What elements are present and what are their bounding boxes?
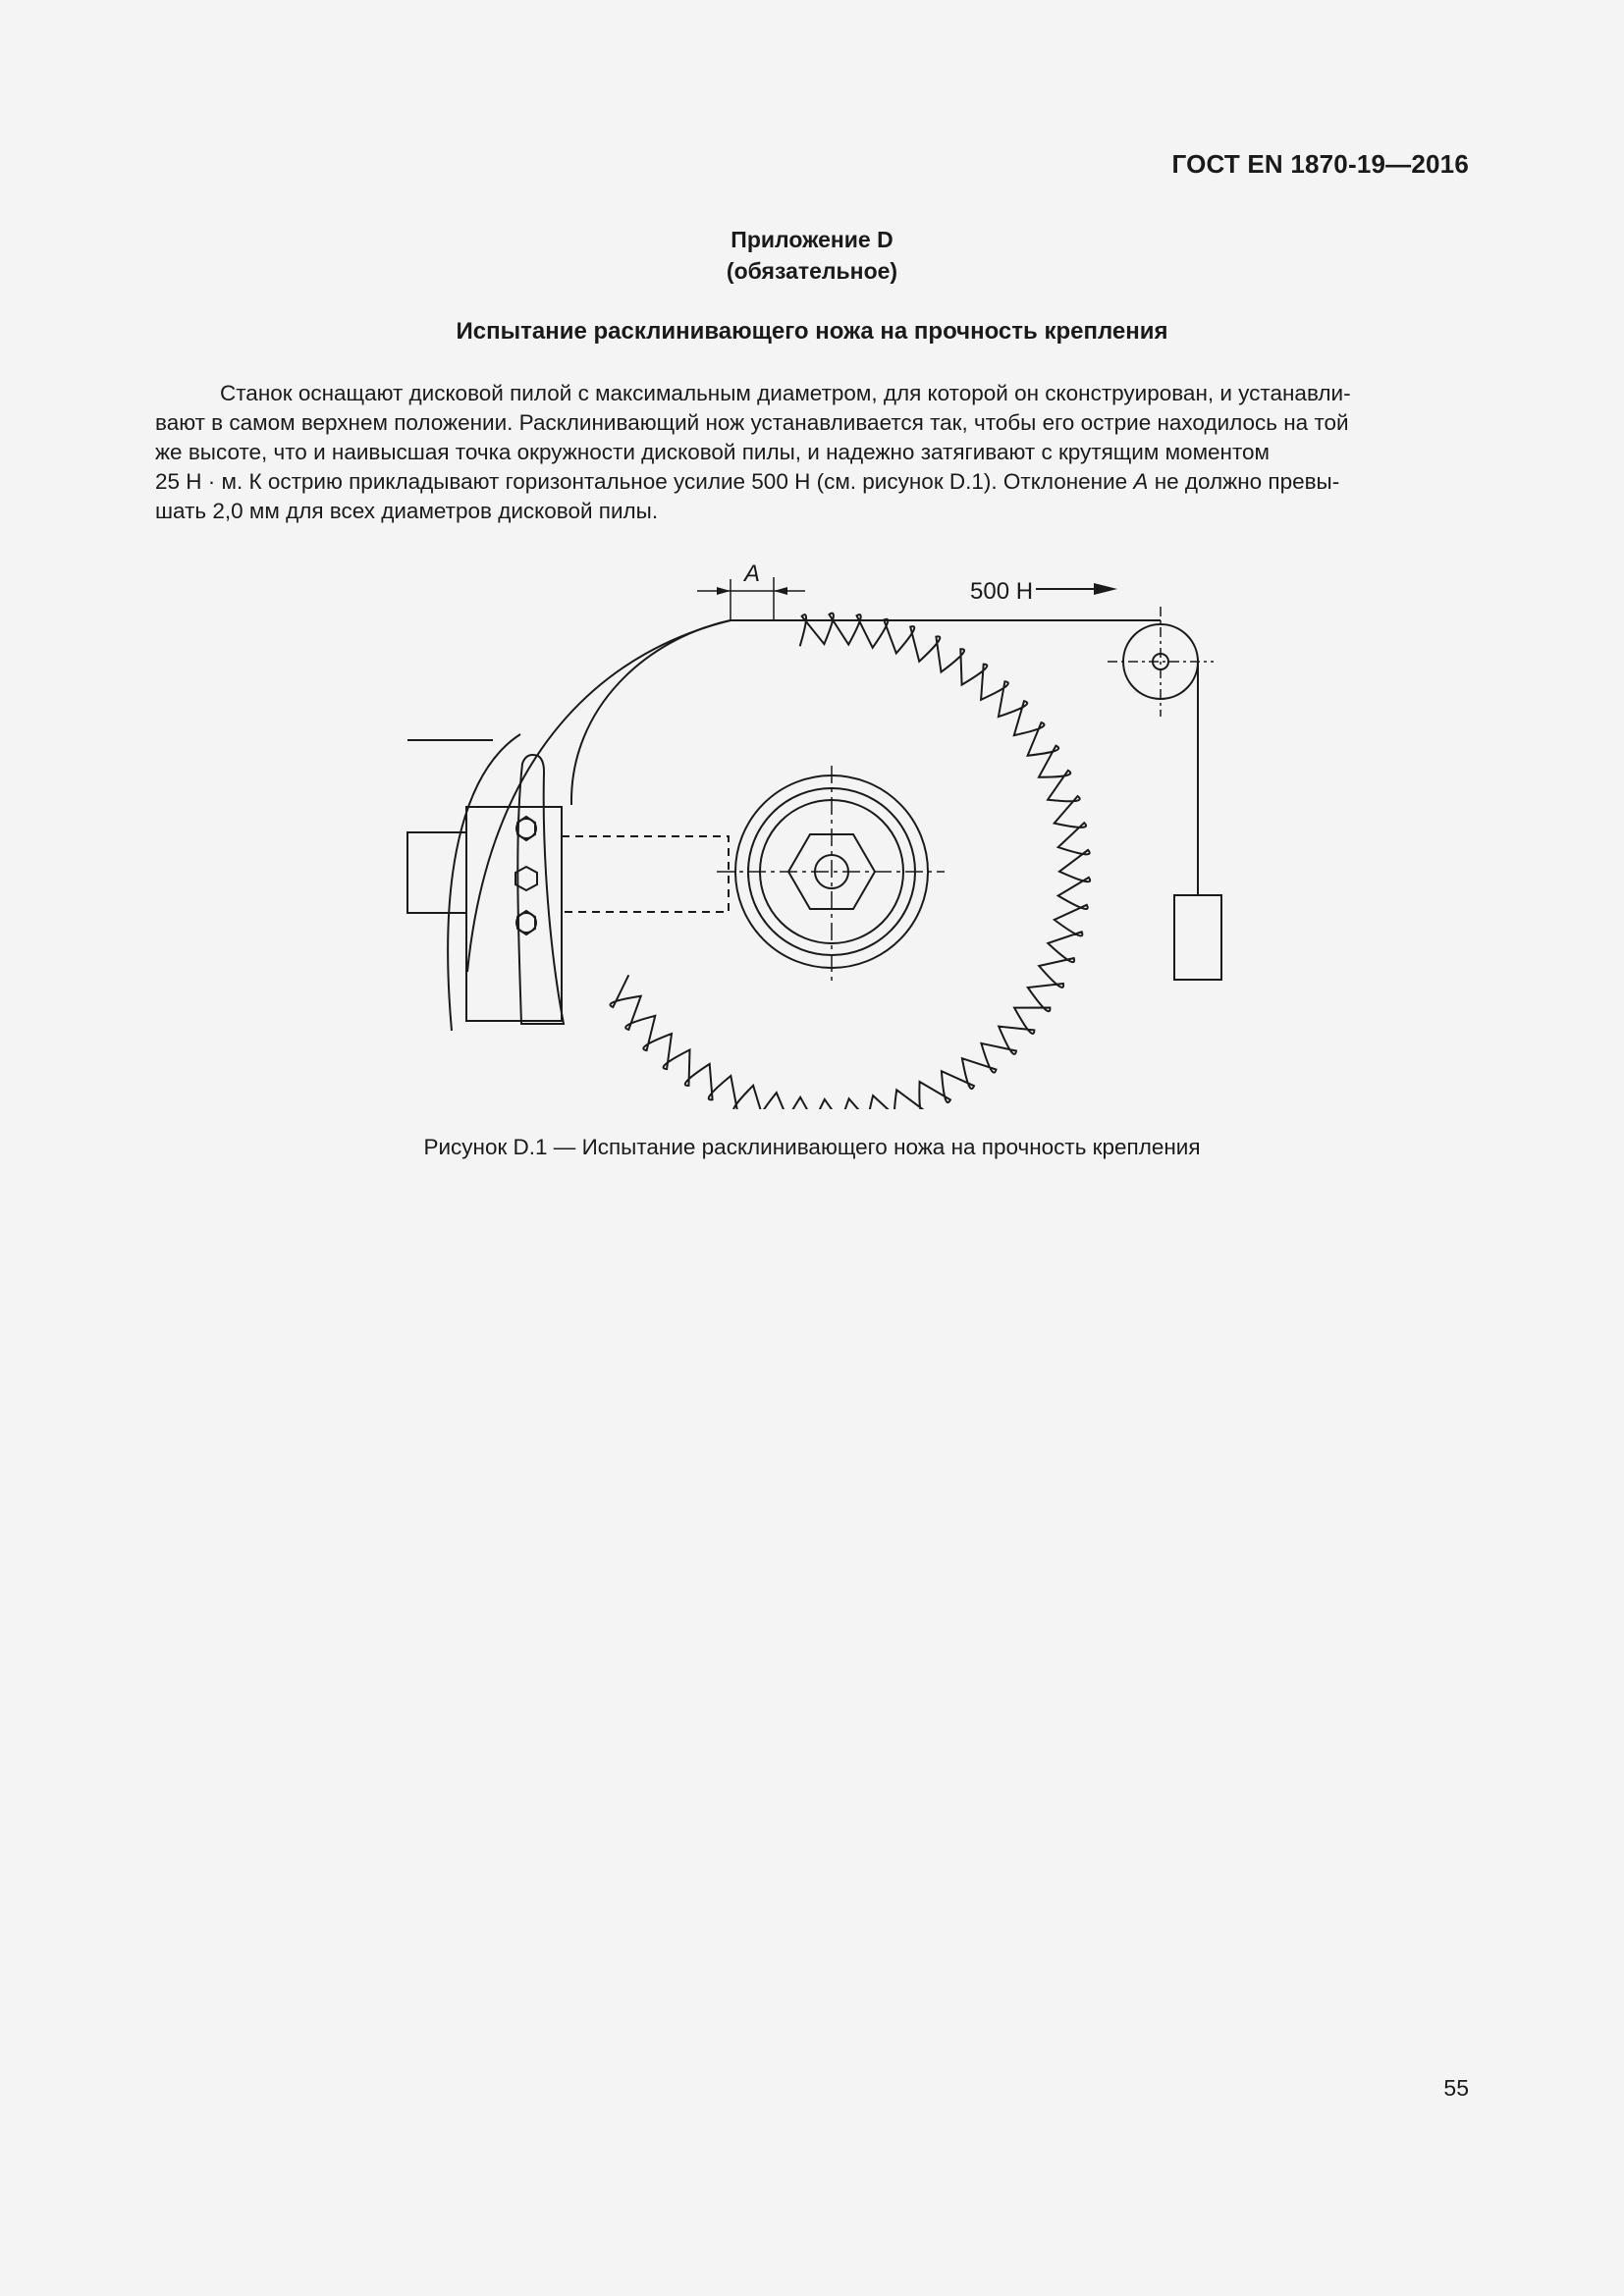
- body-line-5: шать 2,0 мм для всех диаметров дисковой пилы.: [155, 499, 659, 523]
- body-line-2: вают в самом верхнем положении. Расклинивающий нож устанавливается так, чтобы его острие находилось на той: [155, 410, 1349, 435]
- label-force: 500 Н: [970, 578, 1034, 605]
- arbor-dashed: [562, 836, 729, 912]
- saw-blade-teeth: [610, 614, 1090, 1109]
- figure-caption: Рисунок D.1 — Испытание расклинивающего ножа на прочность крепления: [423, 1135, 1201, 1159]
- appendix-title: Приложение D: [731, 227, 893, 252]
- force-arrowhead: [1094, 583, 1117, 595]
- mounting-block: [466, 807, 562, 1021]
- riving-knife-test-diagram: [393, 560, 1276, 1109]
- appendix-status: (обязательное): [726, 258, 898, 284]
- page-number: 55: [1443, 2075, 1469, 2101]
- test-weight: [1174, 895, 1221, 980]
- body-line-3: же высоте, что и наивысшая точка окружности дисковой пилы, и надежно затягивают с крутящим моментом: [155, 440, 1271, 464]
- body-line-4: 25 Н · м. К острию прикладывают горизонтальное усилие 500 Н (см. рисунок D.1). Отклонение А не должно превы-: [155, 469, 1340, 494]
- body-line-1: Станок оснащают дисковой пилой с максимальным диаметром, для которой он сконструирован, и устанавли-: [220, 381, 1351, 405]
- riving-knife-inner-edge: [571, 620, 731, 805]
- section-title: Испытание расклинивающего ножа на прочность крепления: [456, 318, 1168, 345]
- dimension-arrow-left: [717, 587, 731, 595]
- document-code: ГОСТ EN 1870-19—2016: [1171, 149, 1469, 179]
- riving-knife-outer-edge: [467, 620, 731, 972]
- bolt-top-ring: [516, 819, 536, 838]
- label-deflection-a: A: [744, 561, 761, 587]
- body-paragraph: [155, 379, 1469, 526]
- dimension-arrow-right: [774, 587, 787, 595]
- appendix-heading: [0, 224, 1624, 287]
- deflection-variable: А: [1133, 469, 1149, 494]
- riving-knife-lower-edge: [448, 734, 520, 1031]
- figure-d1: [393, 560, 1276, 1109]
